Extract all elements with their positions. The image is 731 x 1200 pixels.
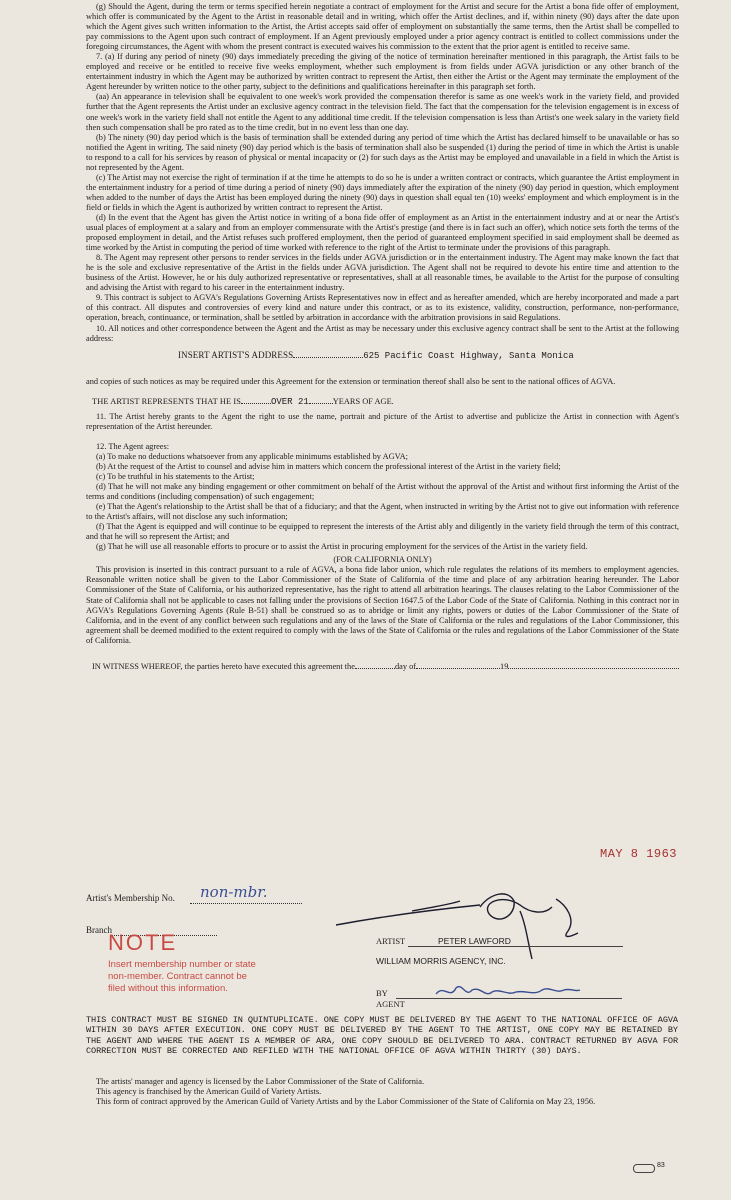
agent-line (396, 998, 622, 999)
clause-12a: (a) To make no deductions whatsoever from any applicable minimums established by AGVA; (96, 451, 408, 461)
address-row (178, 349, 679, 361)
copies-notice: and copies of such notices as may be required under this Agreement for the extension or termination thereof shall also be sent to the national offices of AGVA. (86, 376, 616, 386)
clause-12f: (f) That the Agent is equipped and will continue to be equipped to represent the interests of the Artist ably and diligently in the variety field through the term of this contract, and that he will so represent the Artist; and (86, 522, 679, 542)
license-line-2: This agency is franchised by the American Guild of Variety Artists. (96, 1087, 322, 1097)
artist-label: ARTIST (376, 936, 406, 946)
licensing-block (86, 1077, 678, 1108)
clause-6g: (g) Should the Agent, during the term or terms specified herein negotiate a contract of employment for the Artist and secure for the Artist a bona fide offer of employment, which offer is communicated by the Agent to the Artist in reasonable detail and in writing, which offer the Artist declines, and if, within ninety (90) days after the date upon which the Agent gives such written information to the Artist, the Artist accepts said offer of employment on substantially the same terms, then the Artist shall be compelled to pay commissions to the Agent upon such contract of employment. If an Agent previously employed under a prior agency contract is entitled to collect commissions under the foregoing circumstances, the Agent with whom the present contract is executed waives his commission to the extent that the prior agent is entitled to receive same. (86, 2, 679, 52)
membership-line (190, 903, 302, 904)
agent-label: AGENT (376, 999, 405, 1009)
contract-body (86, 2, 679, 672)
clause-12: 12. The Agent agrees: (96, 441, 170, 451)
witness-year: 19 (500, 661, 509, 671)
clause-12d: (d) That he will not make any binding engagement or other commitment on behalf of the Artist without the approval of the Artist and without first informing the Artist of the terms and conditions (including compensation) of such engagement; (86, 482, 679, 502)
form-number: 83 (657, 1162, 665, 1169)
membership-note-stamp (108, 930, 274, 995)
witness-day: day of (394, 661, 417, 671)
california-provision: This provision is inserted in this contract pursuant to a rule of AGVA, a bona fide labor union, which rule regulates the relations of its members to employment agencies. Reasonable written notice shall be given to the Labor Commissioner of the State of California of the time and place of any arbitration hearing hereunder. The Labor Commissioner of the State of California, or his authorized representative, has the right to attend all arbitration hearings. The clauses relating to the Labor Commissioner of the State of California shall not be applicable to cases not falling under the provisions of Section 1647.5 of the Labor Code of the State of California. Nothing in this contract nor in AGVA's Regulations Governing Agents (Rule B-51) shall be construed so as to abridge or limit any rights, powers or duties of the Labor Commissioner of the State of California, and in the event of any conflict between such regulations and any of the laws of the State of California or the rules and regulations of the Labor Commissioner, this agreement shall be deemed modified to the extent required to comply with the laws of the State of California or the rules and regulations of the Labor Commissioner of the State of California. (86, 565, 679, 645)
artist-signature (330, 885, 650, 965)
note-line-1: Insert membership number or state (108, 959, 256, 970)
age-label: THE ARTIST REPRESENTS THAT HE IS (92, 396, 241, 406)
clause-7aa: (aa) An appearance in television shall be equivalent to one week's work provided the compensation therefor is same as one week's work in the variety field, and provided further that the Agent represents the Artist under an exclusive agency contract in the television field. The fact that the compensation for the television engagement is in excess of one week's work in the variety field shall not entitle the Agent to any additional time credit. If the television compensation is less than Artist's one week salary in the variety field then such compensation shall be pro rated as to the time credit, but in no event less than one day. (86, 92, 679, 132)
clause-11: 11. The Artist hereby grants to the Agent the right to use the name, portrait and picture of the Artist to advertise and publicize the Artist in connection with Agent's representation of the Artist hereunder. (86, 411, 679, 431)
address-label: INSERT ARTIST'S ADDRESS (178, 349, 294, 360)
clause-7b: (b) The ninety (90) day period which is the basis of termination shall be extended during any period of time which the Artist has declared himself to be unavailable or has so notified the Agent in writing. The said ninety (90) day period which is the basis of termination shall also be suspended (1) during the period of time in which the Artist is unable to respond to a call for his services by reason of physical or mental incapacity or (2) for such days as the Artist may be employed and unavailable in a field in which the Artist is not represented by the Agent. (86, 132, 679, 172)
quintuplicate-notice: THIS CONTRACT MUST BE SIGNED IN QUINTUPLICATE. ONE COPY MUST BE DELIVERED BY THE AGENT TO THE NATIONAL OFFICE OF AGVA WITHIN 30 DAYS AFTER EXECUTION. ONE COPY MUST BE DELIVERED BY THE AGENT TO THE ARTIST, ONE COPY MAY BE RETAINED BY THE AGENT AND WHERE THE AGENT IS A MEMBER OF ARA, ONE COPY SHOULD BE DELIVERED TO ARA. CONTRACT RETURNED BY AGVA FOR CORRECTION MUST BE CORRECTED AND REFILED WITH THE NATIONAL OFFICE OF AGVA WITHIN THIRTY (30) DAYS. (86, 1015, 678, 1056)
age-value: OVER 21 (270, 396, 309, 407)
union-bug-logo (633, 1164, 655, 1173)
by-label: BY (376, 988, 388, 998)
note-line-3: filed without this information. (108, 983, 228, 994)
clause-10: 10. All notices and other correspondence between the Agent and the Artist as may be necessary under this exclusive agency contract shall be sent to the Artist at the following address: (86, 323, 679, 343)
clause-7a: 7. (a) If during any period of ninety (90) days immediately preceding the giving of the notice of termination hereinafter mentioned in this paragraph, the Artist fails to be employed and receive or be entitled to receive five weeks employment, whether such employment is from fields under AGVA jurisdiction or any other branch of the entertainment industry in which the Agent may be authorized by written contract to represent the Artist, then either the Artist or the Agent may terminate the employment of the Agent hereunder by written notice to the other party, subject to the definitions and qualifications hereinafter in this paragraph set forth. (86, 52, 679, 92)
clause-8: 8. The Agent may represent other persons to render services in the fields under AGVA jurisdiction or in the entertainment industry. The Agent may make known the fact that he is the sole and exclusive representative of the Artist in the fields under AGVA jurisdiction. The Agent shall not be required to devote his entire time and attention to the business of the Artist. However, he or his duly authorized representative or representatives, shall at all reasonable times, be available to the Artist for the purpose of consulting and advising the Artist with regard to his career in the entertainment industry. (86, 253, 679, 293)
address-value: 625 Pacific Coast Highway, Santa Monica (363, 350, 574, 361)
witness-row (92, 660, 679, 672)
membership-label: Artist's Membership No. (86, 893, 175, 903)
note-line-2: non-member. Contract cannot be (108, 971, 247, 982)
age-suffix: YEARS OF AGE. (332, 396, 394, 406)
license-line-3: This form of contract approved by the American Guild of Variety Artists and by the Labor Commissioner of the State of California on May 23, 1956. (96, 1097, 596, 1107)
california-heading: (FOR CALIFORNIA ONLY) (333, 555, 432, 565)
note-heading: NOTE (108, 930, 178, 955)
clause-12c: (c) To be truthful in his statements to the Artist; (96, 471, 255, 481)
clause-7c: (c) The Artist may not exercise the right of termination if at the time he attempts to do so he is under a written contract or contracts, which guarantee the Artist employment in the entertainment industry for a period of time during a period of ninety (90) days immediately after the expiration of the ninety (90) day period in question, which employment when added to the number of days the Artist has been employed during the ninety (90) days in question shall equal ten (10) weeks' employment and which employment is in the field or fields in which the Agent is authorized by written contract to represent the Artist. (86, 172, 679, 212)
clause-9: 9. This contract is subject to AGVA's Regulations Governing Artists Representatives now in effect and as hereafter amended, which are hereby incorporated and made a part of this contract. All disputes and controversies of every kind and nature under this contract, or as to its existence, validity, construction, performance, non-performance, operation, breach, continuance, or termination, shall be settled by arbitration in accordance with the arbitration provisions in said Regulations. (86, 293, 679, 323)
branch-label: Branch (86, 925, 112, 935)
membership-value: non-mbr. (200, 883, 268, 901)
agent-signature (430, 978, 590, 1008)
license-line-1: The artists' manager and agency is licensed by the Labor Commissioner of the State of California. (96, 1077, 425, 1086)
date-stamp: MAY 8 1963 (600, 847, 678, 861)
clause-12e: (e) That the Agent's relationship to the Artist shall be that of a fiduciary; and that the Agent, when instructed in writing by the Artist not to give out information with reference to the Artist's affairs, will not disclose any such information; (86, 502, 679, 522)
clause-12g: (g) That he will use all reasonable efforts to procure or to assist the Artist in procuring employment for the services of the Artist in the variety field. (96, 542, 588, 552)
clause-7d: (d) In the event that the Agent has given the Artist notice in writing of a bona fide offer of employment as an Artist in the entertainment industry and at or near the Artist's usual places of employment at a salary and from an employer commensurate with the Artist's prestige (and there is in fact such an offer), which notice sets forth the terms of the proposed employment in detail, and the Artist refuses such proffered employment, then the period of guaranteed employment specified in said employment shall be deemed as time worked by the Artist in computing the period of time worked with reference to the right of the Artist to terminate under the provisions of this paragraph. (86, 212, 679, 253)
witness-text: IN WITNESS WHEREOF, the parties hereto have executed this agreement the (92, 661, 355, 671)
age-row (92, 395, 679, 407)
artist-line (408, 946, 623, 947)
clause-12b: (b) At the request of the Artist to counsel and advise him in matters which concern the professional interest of the Artist in the variety field; (96, 461, 561, 471)
artist-name: PETER LAWFORD (438, 936, 511, 946)
agency-name: WILLIAM MORRIS AGENCY, INC. (376, 956, 506, 966)
